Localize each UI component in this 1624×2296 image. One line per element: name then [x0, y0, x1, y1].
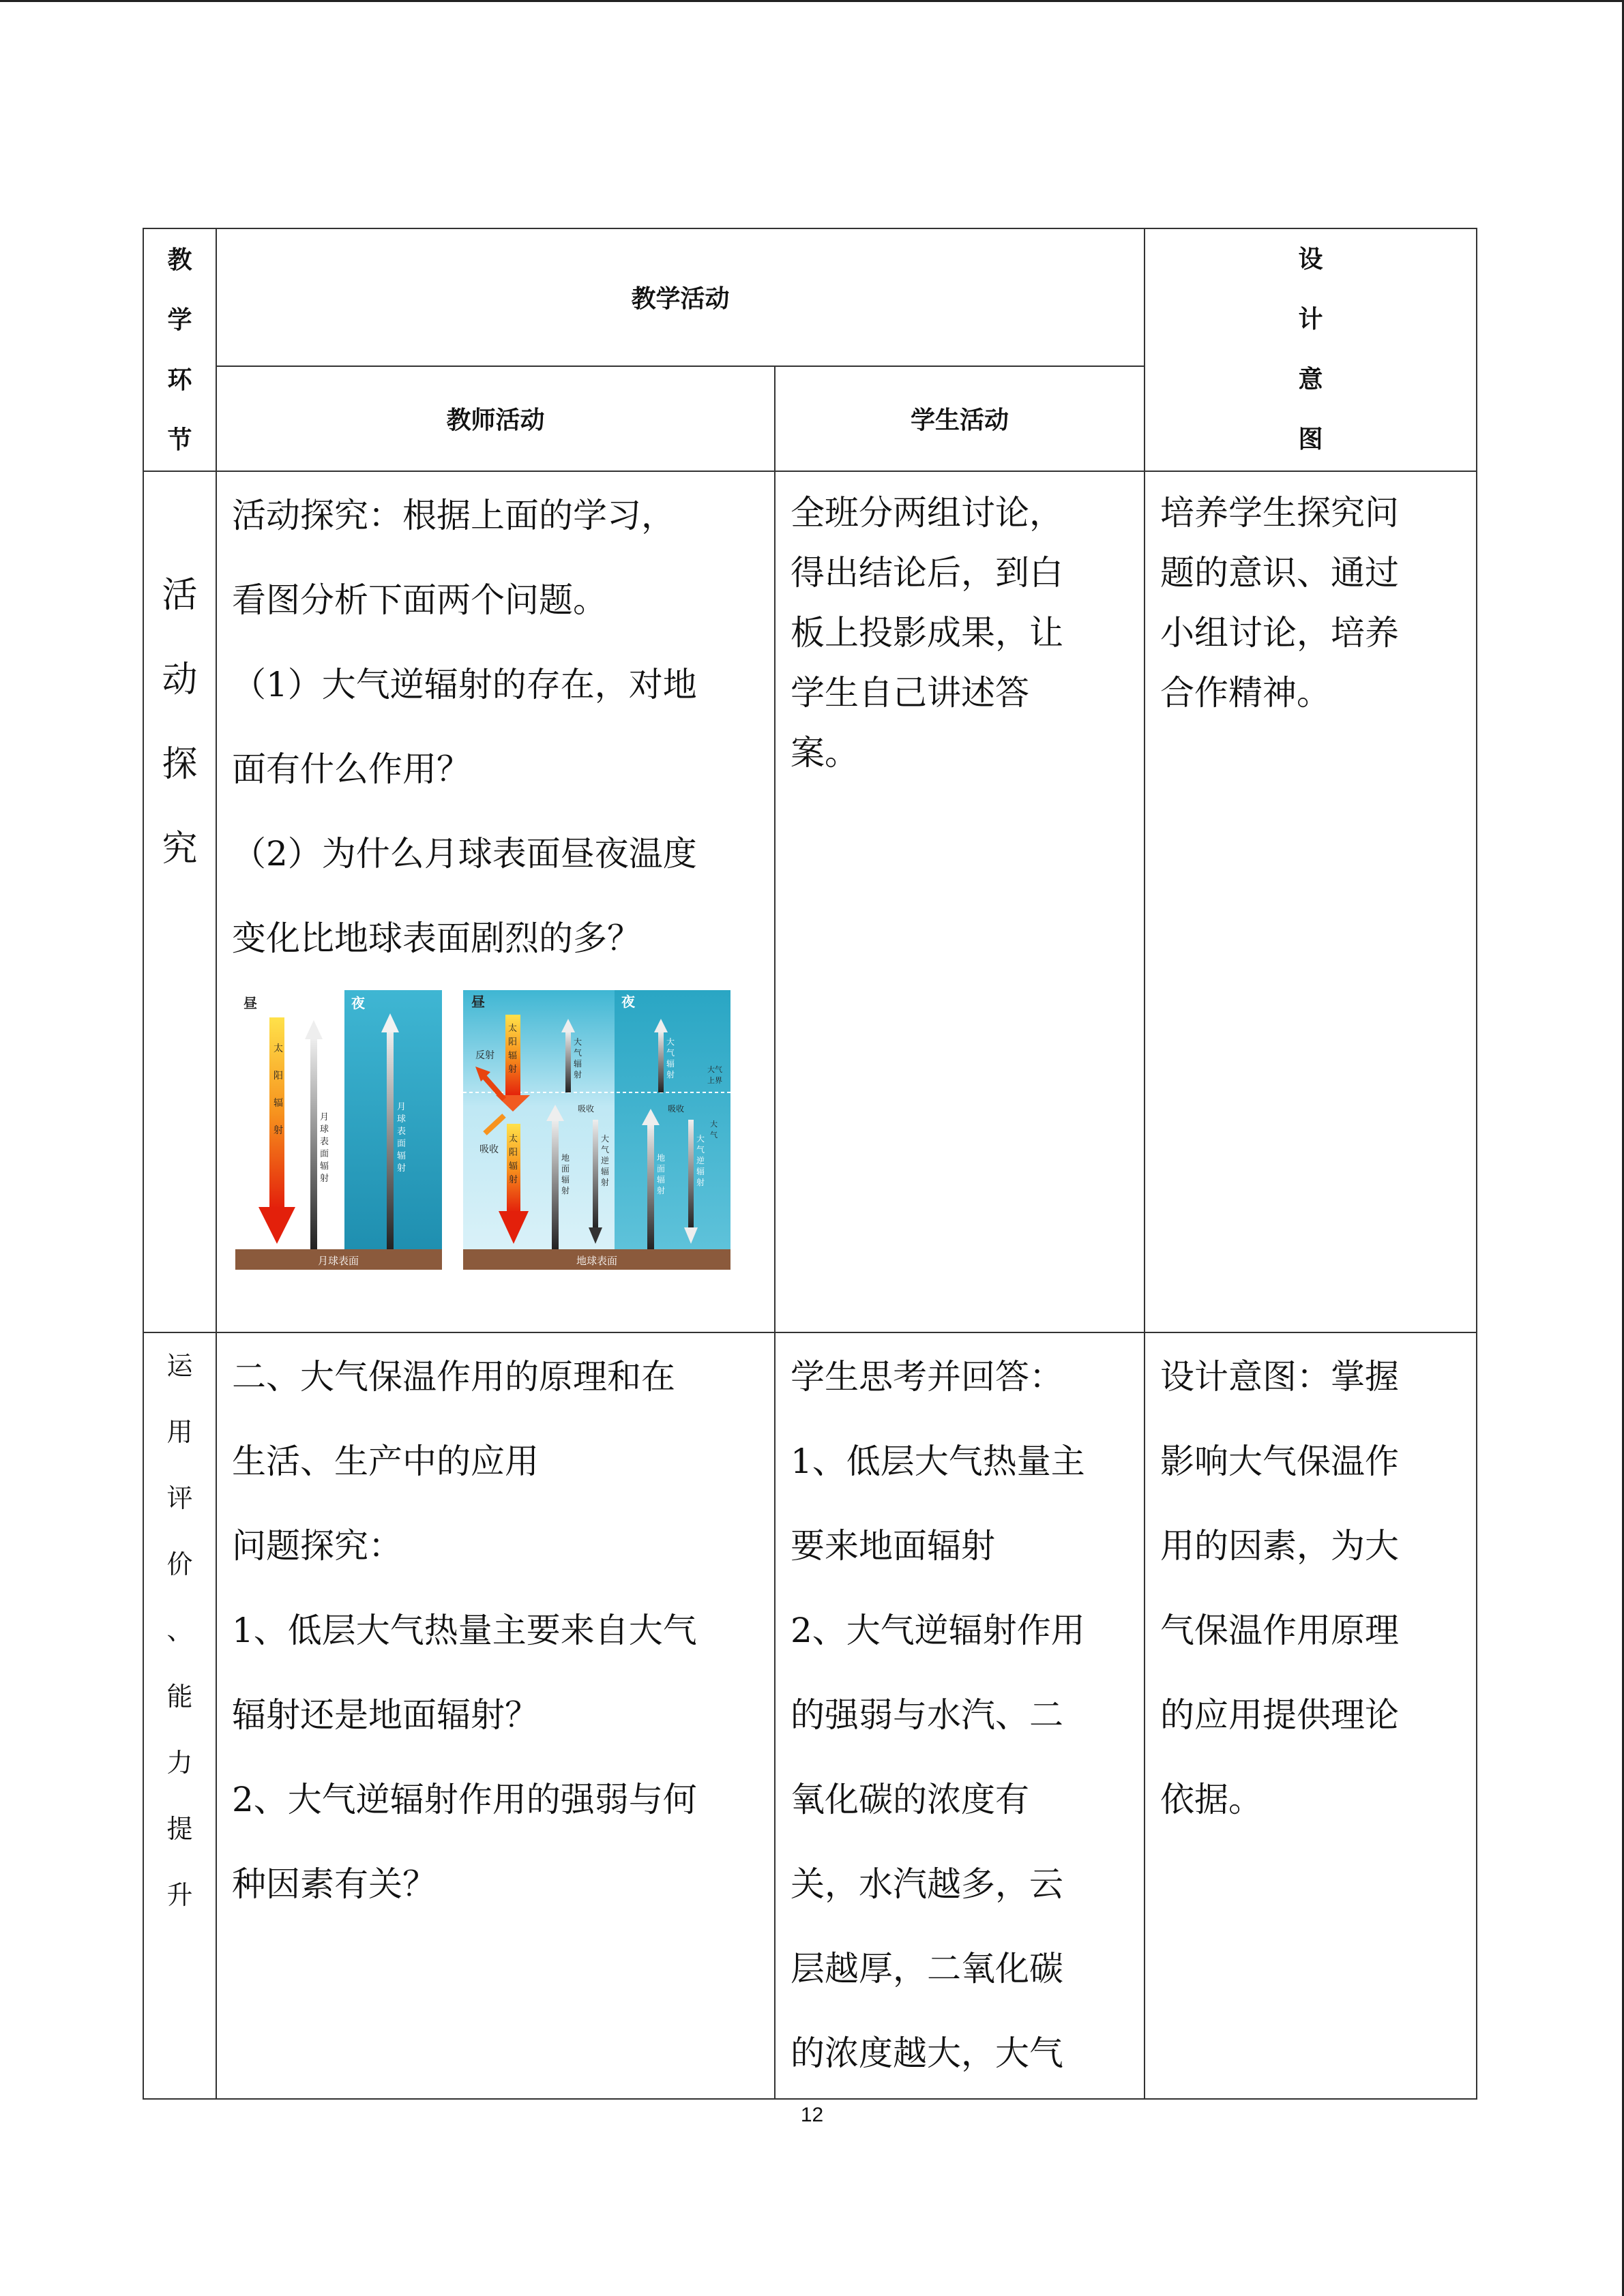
- text-line: 面有什么作用？: [232, 749, 471, 789]
- row2-stage-char: 提: [166, 1814, 193, 1844]
- char: 气: [574, 1048, 582, 1058]
- header-intent-char: 图: [1298, 426, 1323, 453]
- char: 球: [397, 1114, 407, 1124]
- ground-label: 地球表面: [576, 1255, 618, 1267]
- char: 辐: [509, 1161, 518, 1172]
- absorb-label-2: 吸收: [578, 1104, 595, 1114]
- text-line: 学生自己讲述答: [791, 673, 1029, 713]
- text-line: 1、低层大气热量主要来自大气: [232, 1611, 697, 1650]
- char: 射: [666, 1070, 675, 1079]
- char: 上界: [707, 1076, 722, 1085]
- text-line: （2）为什么月球表面昼夜温度: [232, 834, 697, 874]
- row2-student: [775, 1332, 1145, 2099]
- char: 射: [397, 1163, 407, 1174]
- solar-arrow-head: [259, 1207, 295, 1244]
- day-label: 昼: [471, 994, 485, 1010]
- text-line: （1）大气逆辐射的存在，对地: [232, 665, 697, 704]
- char: 辐: [666, 1059, 675, 1069]
- text-line: 用的因素，为大: [1160, 1526, 1400, 1566]
- char: 射: [601, 1178, 610, 1187]
- text-line: 氧化碳的浓度有: [791, 1780, 1029, 1819]
- text-line: 2、大气逆辐射作用: [791, 1611, 1085, 1650]
- char: 面: [657, 1164, 666, 1174]
- text-line: 变化比地球表面剧烈的多？: [232, 919, 641, 958]
- text-line: 气保温作用原理: [1160, 1611, 1400, 1650]
- row1-teacher: [216, 471, 775, 1332]
- text-line: 问题探究：: [232, 1526, 402, 1566]
- row2-intent: [1145, 1332, 1477, 2099]
- char: 辐: [574, 1059, 582, 1069]
- char: 月: [320, 1112, 329, 1122]
- text-line: 层越厚，二氧化碳: [791, 1949, 1063, 1988]
- char: 大: [666, 1037, 675, 1047]
- char: 射: [574, 1070, 582, 1079]
- text-line: 活动探究：根据上面的学习，: [232, 496, 675, 535]
- char: 射: [508, 1064, 518, 1075]
- row2-stage: [143, 1332, 216, 2099]
- char: 气: [601, 1145, 610, 1154]
- text-line: 得出结论后，到白: [791, 553, 1063, 593]
- row2-stage-char: 能: [166, 1682, 193, 1712]
- row2-stage-char: 力: [166, 1748, 193, 1778]
- text-line: 看图分析下面两个问题。: [232, 580, 607, 620]
- char: 气: [696, 1145, 705, 1154]
- char: 太: [509, 1134, 518, 1144]
- header-stage-char: 学: [167, 306, 192, 334]
- text-line: 种因素有关？: [232, 1864, 437, 1904]
- char: 面: [320, 1149, 329, 1159]
- row1-stage-char: 究: [162, 829, 198, 869]
- row1-stage-char: 动: [162, 659, 198, 700]
- atm-rad-arrow-night: [658, 1031, 664, 1092]
- header-activities: 教学活动: [216, 228, 1145, 366]
- char: 地: [561, 1153, 570, 1163]
- day-label: 昼: [243, 995, 257, 1011]
- moon-rad-label: [320, 1112, 329, 1184]
- counter-rad-arrow-night: [688, 1120, 694, 1229]
- char: 面: [561, 1164, 570, 1174]
- text-line: 1、低层大气热量主: [791, 1442, 1085, 1481]
- char: 大: [601, 1134, 610, 1144]
- row2-stage-char: 评: [166, 1483, 193, 1513]
- header-teacher: 教师活动: [216, 366, 775, 471]
- char: 月: [397, 1102, 407, 1112]
- char: 辐: [657, 1175, 666, 1184]
- moon-rad-arrow: [310, 1038, 317, 1249]
- char: 辐: [508, 1051, 518, 1061]
- row2-teacher: [216, 1332, 775, 2099]
- row2-stage-char: 运: [166, 1351, 193, 1381]
- earth-radiation-diagram: [463, 990, 730, 1270]
- char: 阳: [509, 1148, 518, 1158]
- text-line: 影响大气保温作: [1160, 1442, 1400, 1481]
- char: 表: [397, 1127, 407, 1137]
- char: 射: [274, 1125, 283, 1136]
- char: 太: [274, 1043, 283, 1054]
- reflect-label: 反射: [475, 1050, 494, 1061]
- char: 面: [397, 1139, 407, 1149]
- header-stage: [143, 228, 216, 471]
- char: 逆: [696, 1156, 705, 1165]
- char: 气: [710, 1131, 718, 1139]
- text-line: 培养学生探究问: [1160, 493, 1400, 533]
- text-line: 的强弱与水汽、二: [791, 1695, 1063, 1735]
- text-line: 小组讨论，培养: [1160, 613, 1400, 653]
- header-intent-char: 设: [1298, 245, 1323, 273]
- text-line: 全班分两组讨论，: [791, 493, 1063, 533]
- char: 大: [696, 1134, 705, 1144]
- row2-stage-char: 价: [166, 1549, 193, 1579]
- row1-student: [775, 471, 1145, 1332]
- header-stage-char: 节: [167, 426, 192, 454]
- counter-rad-label: [601, 1133, 609, 1187]
- moon-radiation-diagram: [235, 990, 442, 1270]
- counter-rad-label-night: [696, 1133, 705, 1187]
- absorb-label-3: 吸收: [668, 1104, 685, 1114]
- char: 大: [710, 1120, 718, 1129]
- page-top-border: [0, 0, 1624, 2]
- char: 气: [666, 1048, 675, 1058]
- moon-night-arrow: [387, 1031, 394, 1249]
- char: 辐: [601, 1167, 610, 1176]
- char: 表: [320, 1137, 329, 1147]
- char: 辐: [696, 1167, 705, 1176]
- page-number: 12: [800, 2104, 824, 2126]
- text-line: 设计意图：掌握: [1160, 1357, 1400, 1397]
- lesson-table: [143, 228, 1477, 2100]
- text-line: 辐射还是地面辐射？: [232, 1695, 539, 1735]
- row2-stage-char: 用: [166, 1417, 193, 1447]
- char: 射: [561, 1186, 570, 1195]
- char: 地: [657, 1153, 666, 1163]
- row1-stage-char: 探: [162, 744, 198, 785]
- text-line: 题的意识、通过: [1160, 553, 1400, 593]
- row1-stage-char: 活: [162, 575, 198, 616]
- ground-rad-arrow-night: [647, 1124, 654, 1249]
- char: 逆: [601, 1156, 610, 1165]
- char: 辐: [561, 1175, 570, 1184]
- char: 阳: [508, 1037, 518, 1047]
- char: 大: [574, 1037, 582, 1047]
- char: 辐: [320, 1161, 329, 1172]
- text-line: 案。: [791, 733, 859, 773]
- char: 射: [509, 1175, 518, 1185]
- radiation-figures: [217, 981, 774, 1281]
- header-intent-char: 意: [1298, 366, 1323, 393]
- text-line: 板上投影成果，让: [791, 613, 1063, 653]
- night-label: 夜: [621, 994, 635, 1010]
- row2-stage-char: 升: [166, 1880, 193, 1910]
- header-stage-char: 环: [167, 366, 192, 394]
- atm-rad-arrow: [565, 1031, 571, 1092]
- header-stage-char: 教: [167, 246, 192, 274]
- char: 大气: [707, 1065, 722, 1074]
- text-line: 生活、生产中的应用: [232, 1442, 539, 1481]
- ground-label: 月球表面: [317, 1255, 359, 1267]
- text-line: 关，水汽越多，云: [791, 1864, 1063, 1904]
- header-intent: [1145, 228, 1477, 471]
- counter-rad-arrow: [593, 1120, 598, 1229]
- text-line: 2、大气逆辐射作用的强弱与何: [232, 1780, 697, 1819]
- char: 球: [320, 1124, 329, 1135]
- text-line: 合作精神。: [1160, 673, 1331, 713]
- text-line: 学生思考并回答：: [791, 1357, 1063, 1397]
- header-intent-char: 计: [1298, 305, 1323, 333]
- char: 太: [508, 1024, 518, 1034]
- ground-rad-arrow: [552, 1120, 559, 1249]
- night-label: 夜: [351, 995, 365, 1011]
- text-line: 要来地面辐射: [791, 1526, 995, 1566]
- char: 辐: [397, 1151, 407, 1161]
- text-line: 二、大气保温作用的原理和在: [232, 1357, 675, 1397]
- absorb-label: 吸收: [479, 1144, 499, 1155]
- char: 辐: [274, 1098, 283, 1109]
- char: 射: [696, 1178, 705, 1187]
- day-sky: [463, 990, 615, 1249]
- header-student: 学生活动: [775, 366, 1145, 471]
- row1-stage: [143, 471, 216, 1332]
- row1-intent: [1145, 471, 1477, 1332]
- text-line: 的应用提供理论: [1160, 1695, 1400, 1735]
- text-line: 依据。: [1160, 1780, 1263, 1819]
- char: 阳: [274, 1071, 283, 1082]
- char: 射: [657, 1186, 666, 1195]
- moon-rad-arrow-head: [305, 1020, 323, 1039]
- text-line: 的浓度越大，大气: [791, 2033, 1063, 2073]
- row2-stage-char: 、: [166, 1615, 193, 1645]
- char: 射: [320, 1174, 329, 1184]
